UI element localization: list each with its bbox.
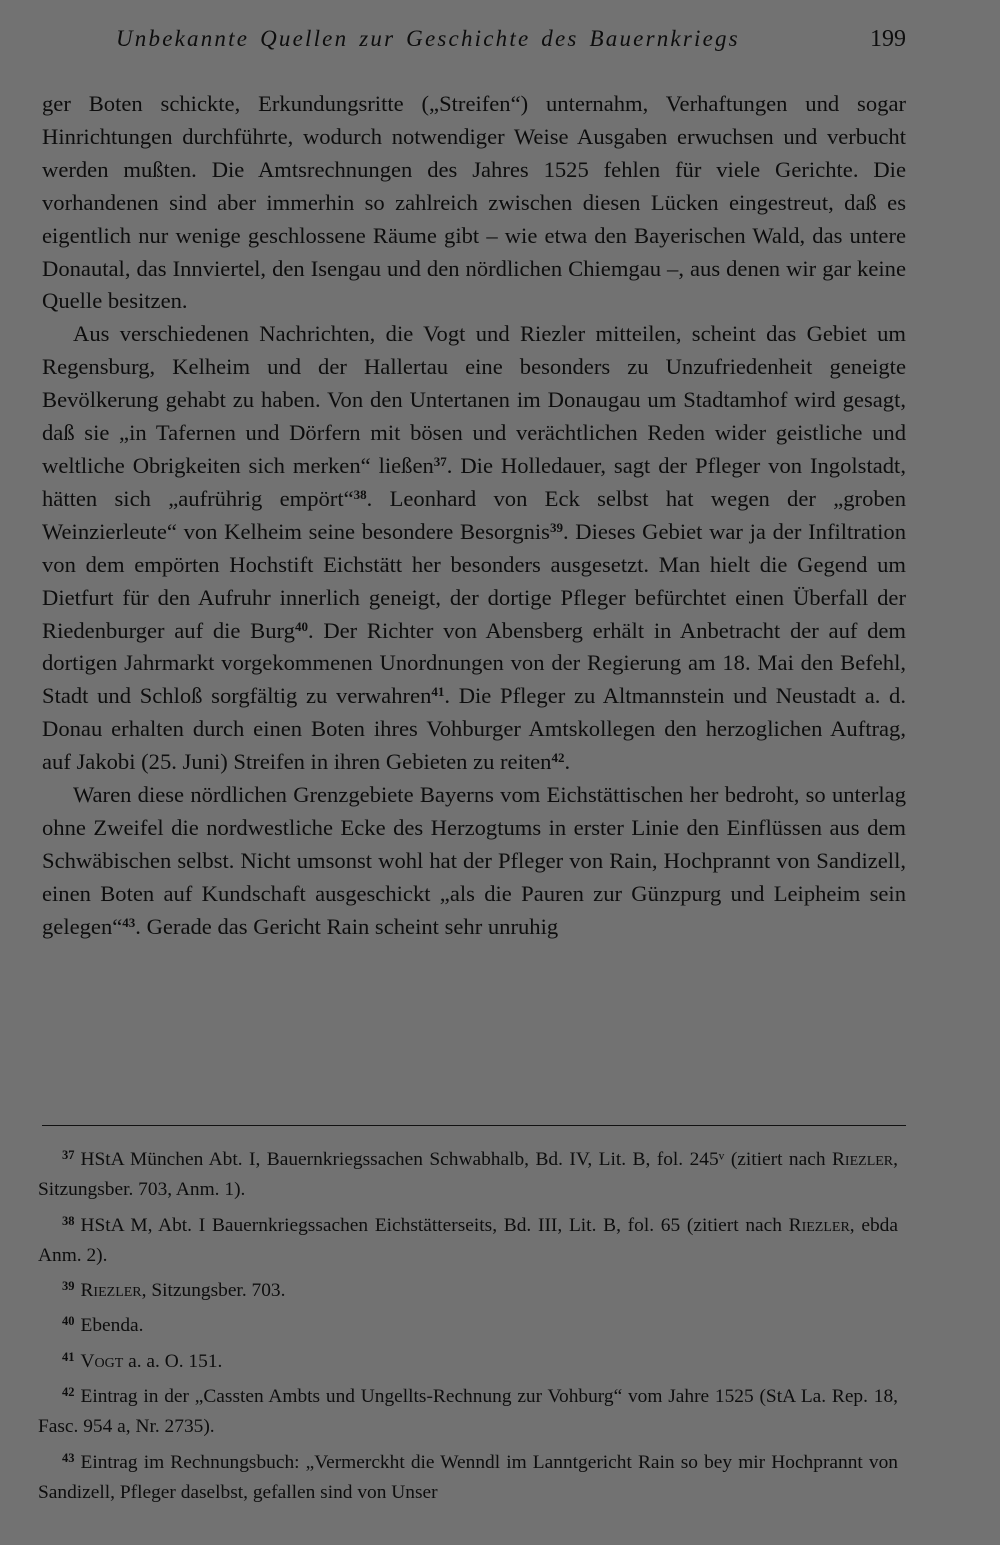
author-name: Riezler [788,1214,850,1236]
page-number: 199 [870,26,906,52]
author-name: Vogt [80,1350,124,1372]
paragraph-2-text: . Der Richter von Abensberg erhält in Anbetracht der auf dem dortigen Jahrmarkt vorgekommenen Unordnungen von der Regierung am 18. Mai den Befehl, Stadt und Schloß sorgfältig zu verwahren [42,617,907,709]
footnote-ref-41: 41 [431,684,445,700]
footnote-37 [38,1140,898,1206]
footnote-42 [38,1377,898,1443]
footnote-text: Ebenda. [80,1315,144,1337]
footnote-text: a. a. O. 151. [123,1350,223,1372]
footnote-number: 38 [62,1213,75,1228]
footnotes [38,1140,898,1508]
paragraph-3-text: . Gerade das Gericht Rain scheint sehr unruhig [135,913,559,939]
main-text [42,88,906,944]
paragraph-1 [42,88,906,318]
footnote-text: , ebda Anm. 2). [38,1214,898,1266]
footnote-ref-43: 43 [122,914,136,930]
footnote-number: 40 [62,1314,75,1329]
footnote-41 [38,1342,898,1377]
paragraph-2-text: . Die Pfleger zu Altmannstein und Neustadt a. d. Donau erhalten durch einen Boten ihres Vohburger Amtskollegen den herzoglichen Auftrag, auf Jakobi (25. Juni) Streifen in ihren Gebieten zu reiten [42,683,906,775]
footnote-divider [42,1125,906,1126]
footnote-text: HStA M, Abt. I Bauernkriegssachen Eichstätterseits, Bd. III, Lit. B, fol. 65 (zitiert nach [80,1214,789,1236]
paragraph-1-text: ger Boten schickte, Erkundungsritte („Streifen“) unternahm, Verhaftungen und sogar Hinrichtungen durchführte, wodurch notwendiger Weise Ausgaben erwuchsen und verbucht werden mußten. Die Amtsrechnungen des Jahres 1525 fehlen für viele Gerichte. Die vorhandenen sind aber immerhin so zahlreich zwischen diesen Lücken eingestreut, daß es eigentlich nur wenige geschlossene Räume gibt – wie etwa den Bayerischen Wald, das untere Donautal, das Innviertel, den Isengau und den nördlichen Chiemgau –, aus denen wir gar keine Quelle besitzen. [42,91,906,314]
footnote-number: 42 [62,1385,75,1400]
running-title: Unbekannte Quellen zur Geschichte des Bauernkriegs [116,26,740,51]
paragraph-3 [42,779,906,944]
footnote-text: Eintrag in der „Cassten Ambts und Ungellts-Rechnung zur Vohburg“ vom Jahre 1525 (StA La. Rep. 18, Fasc. 954 a, Nr. 2735). [38,1386,898,1438]
footnote-ref-38: 38 [353,486,367,502]
footnote-38 [38,1206,898,1272]
footnote-ref-37: 37 [433,453,447,469]
author-name: Riezler [80,1280,142,1302]
footnote-ref-39: 39 [549,519,563,535]
footnote-39 [38,1271,898,1306]
footnote-text: Eintrag im Rechnungsbuch: „Vermerckht die Wenndl im Lanntgericht Rain so bey mir Hochprannt von Sandizell, Pfleger daselbst, gefallen sind von Unser [38,1451,898,1503]
paragraph-2-text: . Leonhard von Eck selbst hat wegen der „groben Weinzierleute“ von Kelheim seine besondere Besorgnis [42,485,906,544]
paragraph-3-text: Waren diese nördlichen Grenzgebiete Bayerns vom Eichstättischen her bedroht, so unterlag ohne Zweifel die nordwestliche Ecke des Herzogtums in erster Linie den Einflüssen aus dem Schwäbischen selbst. Nicht umsonst wohl hat der Pfleger von Rain, Hochprannt von Sandizell, einen Boten auf Kundschaft ausgeschickt „als die Pauren zur Günzpurg und Leipheim sein gelegen“ [42,782,906,939]
footnote-number: 37 [62,1148,75,1162]
page-header [40,26,906,60]
footnote-text: HStA München Abt. I, Bauernkriegssachen Schwabhalb, Bd. IV, Lit. B, fol. 245ᵛ (zitiert nach [80,1149,832,1170]
paragraph-2-text: . [564,749,571,775]
footnote-40 [38,1306,898,1341]
footnote-ref-40: 40 [294,618,308,634]
author-name: Riezler [832,1149,894,1170]
footnote-text: , Sitzungsber. 703. [141,1280,286,1302]
footnote-number: 39 [62,1279,75,1294]
footnote-ref-42: 42 [551,750,565,766]
paragraph-2-text: . Die Holledauer, sagt der Pfleger von Ingolstadt, hätten sich „aufrührig empört“ [42,452,906,511]
paragraph-2-text: Aus verschiedenen Nachrichten, die Vogt und Riezler mitteilen, scheint das Gebiet um Regensburg, Kelheim und der Hallertau eine besonders zu Unzufriedenheit geneigte Bevölkerung gehabt zu haben. Von den Untertanen im Donaugau um Stadtamhof wird gesagt, daß sie „in Tafernen und Dörfern mit bösen und verächtlichen Reden wider geistliche und weltliche Obrigkeiten sich merken“ ließen [42,321,906,478]
footnote-43 [38,1443,898,1509]
footnote-number: 43 [62,1450,75,1465]
footnote-number: 41 [62,1349,75,1364]
footnote-text: , Sitzungsber. 703, Anm. 1). [38,1149,898,1201]
paragraph-2-text: . Dieses Gebiet war ja der Infiltration von dem empörten Hochstift Eichstätt her besonders ausgesetzt. Man hielt die Gegend um Dietfurt für den Aufruhr innerlich geneigt, der dortige Pfleger befürchtet einen Überfall der Riedenburger auf die Burg [42,518,906,643]
paragraph-2 [42,318,906,779]
